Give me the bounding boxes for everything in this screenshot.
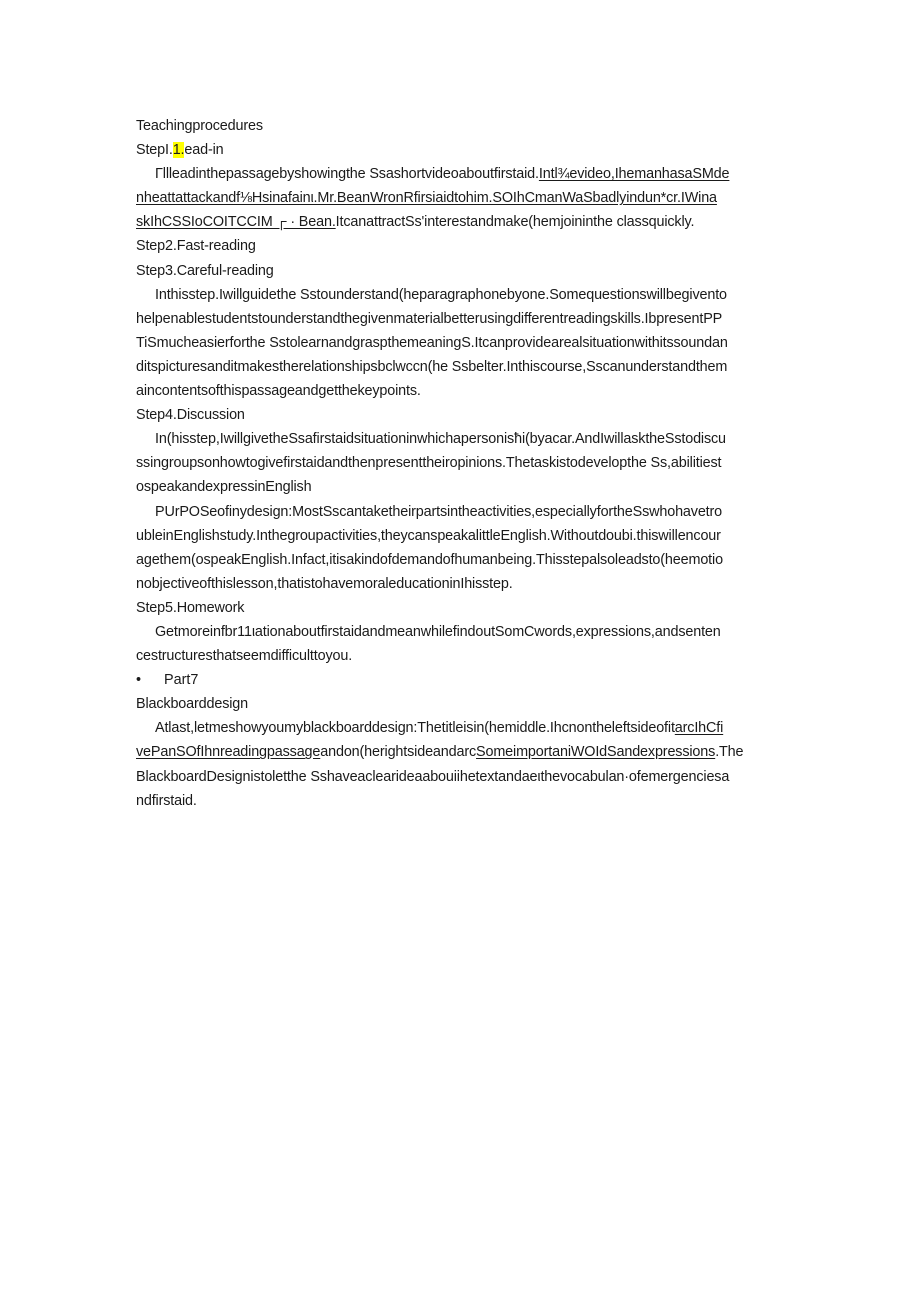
step3-line: Inthisstep.Iwillguidethe Sstounderstand(heparagraphonebyone.Somequestionswillbegivento: [155, 286, 727, 303]
step3-line: ditspicturesanditmakestherelationshipsbclwccn(he Ssbelter.Inthiscourse,Sscanunderstandthem: [136, 358, 728, 375]
part7-item: [136, 668, 784, 692]
underlined-text: skIhCSSIoCOITCCIM ┌ · Bean.: [136, 214, 336, 231]
underlined-text: nheattattackandf⅛Hsinafainι.Mr.BeanWronRfirsiaidtohim.SOIhCmanWaSbadlyindun*cr.IWina: [136, 190, 717, 207]
underlined-text: arcIhCfi: [674, 720, 724, 737]
underlined-text: SomeimportaniWOIdSandexpressions: [476, 744, 716, 761]
blackboard-line-2: [136, 740, 784, 764]
step3-heading: Step3.Careful-reading: [136, 262, 274, 279]
step4-heading: Step4.Discussion: [136, 407, 245, 424]
step1-line-1: [136, 162, 784, 186]
step4-line: ssingroupsonhowtogivefirstaidandthenpresenttheiropinions.Thetaskistodevelopthe Ss,abilitiest: [136, 455, 722, 472]
bullet-icon: •: [136, 672, 142, 689]
blackboard-line-4: ndfirstaid.: [136, 792, 197, 809]
step5-line: cestructuresthatseemdifficulttoyou.: [136, 648, 353, 665]
document-body: [136, 114, 784, 813]
step5-heading: Step5.Homework: [136, 599, 245, 616]
text-run: andon(herightsideandarc: [320, 744, 477, 761]
highlighted-text: 1.: [172, 142, 185, 159]
blackboard-heading: Blackboarddesign: [136, 696, 249, 713]
step3-line: helpenablestudentstounderstandthegivenmaterialbetterusingdifferentreadingskills.IbpresentPP: [136, 310, 723, 327]
text-run: Γllleadinthepassagebyshowingthe Ssashortvideoaboutfirstaid.: [155, 166, 539, 183]
blackboard-line-3: BlackboardDesignistoletthe Sshaveaclearideaabouiihetextandaeιthevocabulan·ofemergenciesa: [136, 768, 730, 785]
step1-label: StepI.: [136, 142, 173, 159]
step4-purpose-line: agethem(ospeakEnglish.Infact,itisakindofdemandofhumanbeing.Thisstepalsoleadsto(heemotio: [136, 551, 723, 568]
step1-line-2: [136, 186, 784, 210]
step1-heading: [136, 138, 784, 162]
step5-line: Getmoreinfbr11ιationaboutfirstaidandmeanwhilefindoutSomCwords,expressions,andsenten: [155, 623, 721, 640]
step4-line: ospeakandexpressinEnglish: [136, 479, 312, 496]
text-run: Atlast,letmeshowyoumyblackboarddesign:Thetitleisin(hemiddle.Ihcnontheleftsideofit: [155, 720, 675, 737]
section-heading: Teachingprocedures: [136, 118, 263, 134]
step3-line: aincontentsofthispassageandgetthekeypoints.: [136, 383, 421, 400]
step2-heading: Step2.Fast-reading: [136, 238, 256, 255]
text-run: .The: [715, 744, 744, 761]
step4-purpose-line: ubleinEnglishstudy.Inthegroupactivities,theycanspeakalittleEnglish.Withoutdoubi.thiswillencour: [136, 527, 721, 544]
step4-purpose-line: nobjectiveofthislesson,thatistohavemoraleducationinIhisstep.: [136, 575, 513, 592]
step4-purpose-line: PUrPOSeofinydesign:MostSscantaketheirpartsintheactivities,especiallyfortheSswhohavetro: [155, 503, 723, 520]
step3-line: TiSmucheasierforthe SstolearnandgraspthemeaningS.Itcanprovidearealsituationwithitssoundan: [136, 334, 728, 351]
underlined-text: vePanSOfIhnreadingpassage: [136, 744, 321, 761]
text-run: ItcanattractSs'interestandmake(hemjoininthe classquickly.: [335, 214, 695, 231]
part7-label: Part7: [164, 672, 199, 689]
blackboard-line-1: [136, 716, 784, 740]
step1-line-3: [136, 210, 784, 234]
underlined-text: Intl¾evideo,IhemanhasaSMde: [538, 166, 730, 183]
step1-label-rest: ead-in: [184, 142, 224, 159]
step4-line: In(hisstep,IwillgivetheSsafirstaidsituationinwhichapersonisħi(byacar.AndIwillasktheSstodiscu: [155, 431, 726, 448]
